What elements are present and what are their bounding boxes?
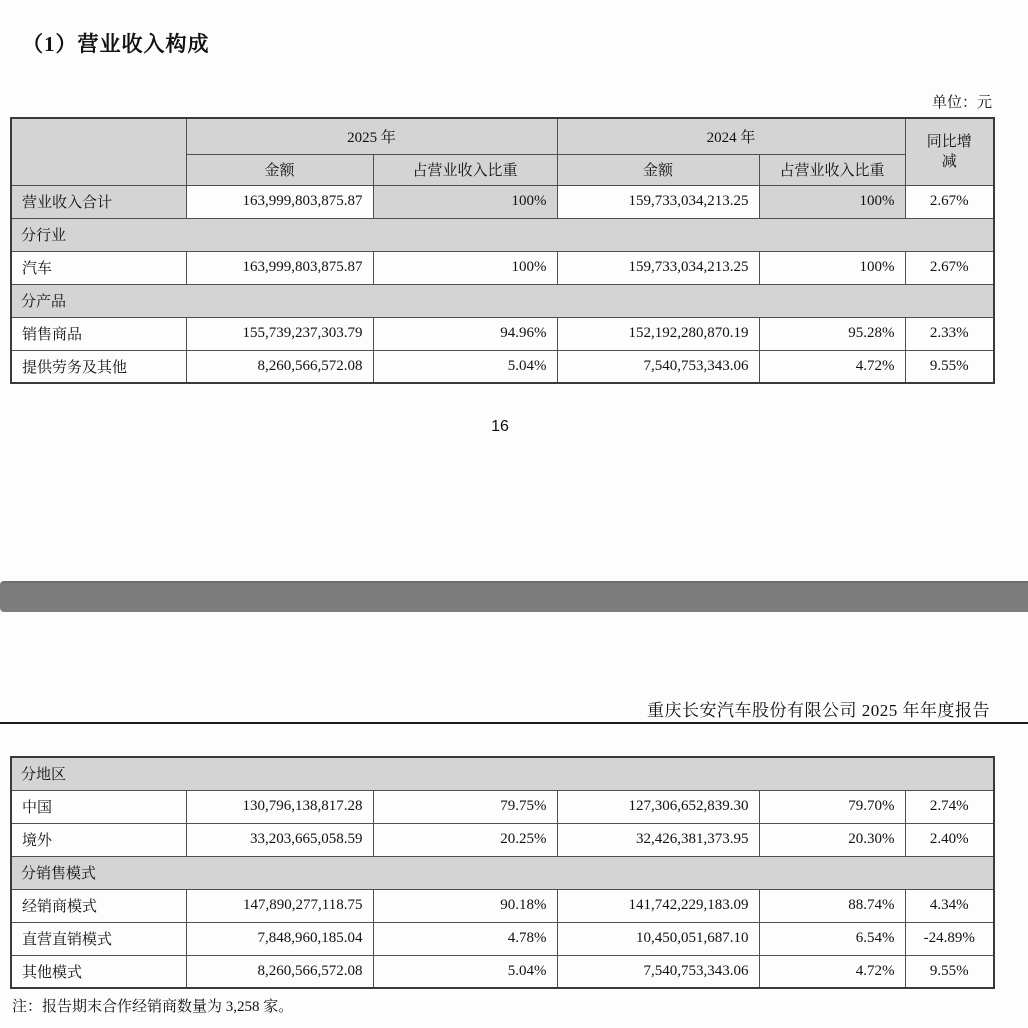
row-label: 销售商品	[11, 317, 186, 350]
table-row	[11, 317, 994, 350]
dealer-count-note: 注：报告期末合作经销商数量为 3,258 家。	[12, 999, 294, 1015]
share-2024: 79.70%	[759, 790, 905, 823]
yoy-change: 2.40%	[905, 823, 994, 856]
yoy-change: 2.33%	[905, 317, 994, 350]
running-header: 重庆长安汽车股份有限公司 2025 年年度报告	[647, 701, 990, 720]
revenue-table-top	[10, 117, 995, 384]
share-2024: 4.72%	[759, 350, 905, 383]
amount-2025: 155,739,237,303.79	[186, 317, 373, 350]
table-row	[11, 790, 994, 823]
amount-2024: 141,742,229,183.09	[557, 889, 759, 922]
row-label: 直营直销模式	[11, 922, 186, 955]
corner-header-cell	[11, 118, 186, 185]
amount-2024: 152,192,280,870.19	[557, 317, 759, 350]
section-row	[11, 856, 994, 889]
page-title: （1）营业收入构成	[22, 32, 210, 56]
table-row	[11, 889, 994, 922]
yoy-change: 2.67%	[905, 251, 994, 284]
header-share-2024: 占营业收入比重	[759, 154, 905, 185]
page-number: 16	[491, 418, 509, 435]
header-year-2024: 2024 年	[557, 118, 905, 154]
yoy-change: 2.67%	[905, 185, 994, 218]
amount-2025: 163,999,803,875.87	[186, 251, 373, 284]
revenue-table-bottom	[10, 756, 995, 989]
page-separator-bar	[0, 581, 1028, 612]
section-label: 分地区	[11, 757, 994, 790]
header-row-years	[11, 118, 994, 154]
section-label: 分销售模式	[11, 856, 994, 889]
row-label: 营业收入合计	[11, 185, 186, 218]
amount-2024: 127,306,652,839.30	[557, 790, 759, 823]
share-2025: 5.04%	[373, 350, 557, 383]
header-share-2025: 占营业收入比重	[373, 154, 557, 185]
amount-2025: 130,796,138,817.28	[186, 790, 373, 823]
table-row	[11, 350, 994, 383]
share-2025: 20.25%	[373, 823, 557, 856]
share-2025: 4.78%	[373, 922, 557, 955]
section-label: 分行业	[11, 218, 994, 251]
table-row	[11, 251, 994, 284]
header-yoy-change	[905, 118, 994, 185]
share-2024: 100%	[759, 185, 905, 218]
section-row	[11, 757, 994, 790]
amount-2025: 7,848,960,185.04	[186, 922, 373, 955]
row-label: 提供劳务及其他	[11, 350, 186, 383]
table-row	[11, 823, 994, 856]
unit-label: 单位：元	[931, 95, 992, 111]
share-2025: 100%	[373, 251, 557, 284]
row-label: 中国	[11, 790, 186, 823]
header-year-2025: 2025 年	[186, 118, 557, 154]
row-label: 汽车	[11, 251, 186, 284]
table-row	[11, 922, 994, 955]
section-label: 分产品	[11, 284, 994, 317]
row-label: 境外	[11, 823, 186, 856]
amount-2025: 163,999,803,875.87	[186, 185, 373, 218]
share-2025: 100%	[373, 185, 557, 218]
share-2024: 88.74%	[759, 889, 905, 922]
share-2024: 6.54%	[759, 922, 905, 955]
share-2025: 90.18%	[373, 889, 557, 922]
share-2025: 5.04%	[373, 955, 557, 988]
amount-2025: 8,260,566,572.08	[186, 350, 373, 383]
yoy-change: 9.55%	[905, 350, 994, 383]
amount-2025: 8,260,566,572.08	[186, 955, 373, 988]
row-label: 经销商模式	[11, 889, 186, 922]
table-row	[11, 955, 994, 988]
yoy-change: 2.74%	[905, 790, 994, 823]
amount-2024: 159,733,034,213.25	[557, 251, 759, 284]
share-2024: 100%	[759, 251, 905, 284]
header-yoy-label: 同比增减	[926, 133, 972, 170]
table-row	[11, 185, 994, 218]
amount-2024: 32,426,381,373.95	[557, 823, 759, 856]
yoy-change: 9.55%	[905, 955, 994, 988]
header-amount-2025: 金额	[186, 154, 373, 185]
section-row	[11, 218, 994, 251]
amount-2024: 159,733,034,213.25	[557, 185, 759, 218]
revenue-table-header	[11, 118, 994, 185]
section-row	[11, 284, 994, 317]
amount-2024: 7,540,753,343.06	[557, 350, 759, 383]
yoy-change: -24.89%	[905, 922, 994, 955]
revenue-table-top-body	[11, 185, 994, 383]
row-label: 其他模式	[11, 955, 186, 988]
share-2025: 79.75%	[373, 790, 557, 823]
share-2024: 20.30%	[759, 823, 905, 856]
amount-2024: 7,540,753,343.06	[557, 955, 759, 988]
share-2024: 95.28%	[759, 317, 905, 350]
amount-2025: 33,203,665,058.59	[186, 823, 373, 856]
yoy-change: 4.34%	[905, 889, 994, 922]
amount-2024: 10,450,051,687.10	[557, 922, 759, 955]
share-2024: 4.72%	[759, 955, 905, 988]
share-2025: 94.96%	[373, 317, 557, 350]
revenue-table-bottom-body	[11, 757, 994, 988]
amount-2025: 147,890,277,118.75	[186, 889, 373, 922]
running-header-rule	[0, 722, 1028, 724]
header-amount-2024: 金额	[557, 154, 759, 185]
